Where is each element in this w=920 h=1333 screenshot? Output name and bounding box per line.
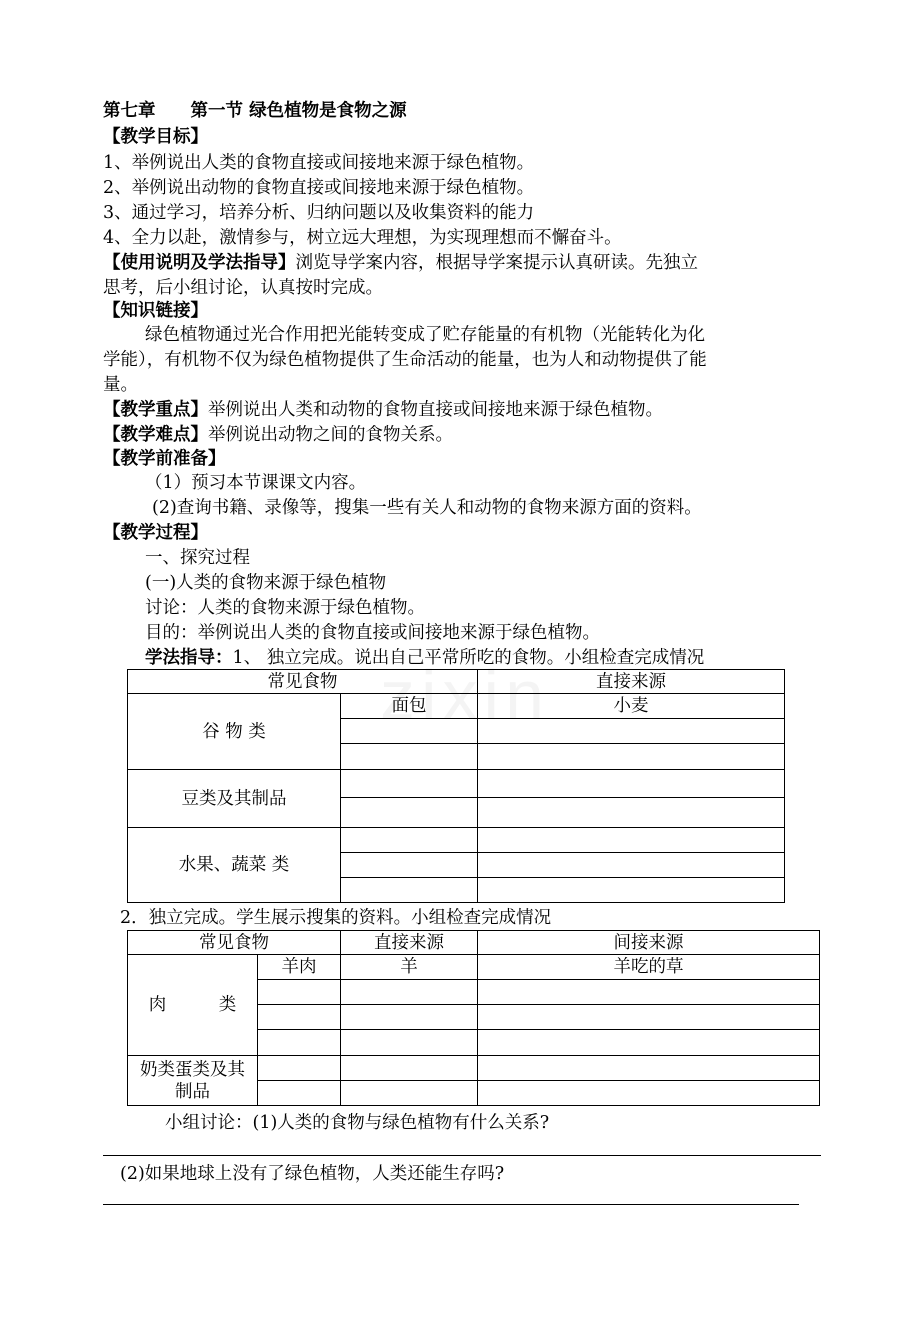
row-group-label: 肉 类 (128, 955, 258, 1056)
discussion-question-2: (2)如果地球上没有了绿色植物，人类还能生存吗? (120, 1164, 505, 1184)
table-cell: 羊肉 (258, 955, 341, 980)
objective-item: 1、举例说出人类的食物直接或间接地来源于绿色植物。 (103, 153, 535, 173)
difficulty-text: 举例说出动物之间的食物关系。 (208, 425, 453, 445)
answer-line (103, 1155, 821, 1156)
answer-line (103, 1204, 799, 1205)
difficulty (103, 422, 453, 448)
preparation-item: （1）预习本节课课文内容。 (145, 473, 367, 493)
table-cell: 羊 (341, 955, 478, 980)
table-header: 直接来源 (478, 670, 785, 694)
row-group-label: 水果、蔬菜 类 (128, 828, 341, 903)
table-cell (478, 980, 820, 1005)
key-point-heading: 【教学重点】 (103, 400, 208, 420)
study-guide-text: 1、 独立完成。说出自己平常所吃的食物。小组检查完成情况 (232, 648, 705, 668)
table-cell: 面包 (341, 694, 478, 719)
table-header: 直接来源 (341, 931, 478, 955)
objective-item: 3、通过学习，培养分析、归纳问题以及收集资料的能力 (103, 203, 535, 223)
table-cell (258, 1030, 341, 1056)
row-group-label: 奶类蛋类及其制品 (128, 1056, 258, 1106)
table-cell: 羊吃的草 (478, 955, 820, 980)
usage-text: 浏览导学案内容，根据导学案提示认真研读。先独立 (295, 253, 698, 273)
table-cell (258, 980, 341, 1005)
meat-dairy-table (127, 930, 820, 1106)
preparation-item: (2)查询书籍、录像等，搜集一些有关人和动物的食物来源方面的资料。 (152, 498, 702, 518)
knowledge-line-1: 绿色植物通过光合作用把光能转变成了贮存能量的有机物（光能转化为化 (145, 325, 705, 345)
usage-line-1 (103, 250, 698, 276)
table-cell (341, 980, 478, 1005)
table-cell (341, 1030, 478, 1056)
table-cell (341, 719, 478, 744)
key-point (103, 397, 663, 423)
table-cell (478, 744, 785, 770)
usage-line-2: 思考，后小组讨论，认真按时完成。 (103, 278, 383, 298)
table-cell (341, 798, 478, 828)
process-line: (一)人类的食物来源于绿色植物 (145, 573, 387, 593)
table-cell (478, 1081, 820, 1106)
table-cell (341, 744, 478, 770)
table-header: 常见食物 (128, 670, 478, 694)
table-cell (478, 770, 785, 798)
usage-heading: 【使用说明及学法指导】 (103, 253, 296, 273)
row-group-label: 豆类及其制品 (128, 770, 341, 828)
objective-item: 4、全力以赴，激情参与，树立远大理想，为实现理想而不懈奋斗。 (103, 228, 622, 248)
process-line: 一、探究过程 (145, 548, 250, 568)
knowledge-line-2: 学能），有机物不仅为绿色植物提供了生命活动的能量，也为人和动物提供了能 (103, 350, 707, 370)
task-2: 2．独立完成。学生展示搜集的资料。小组检查完成情况 (120, 908, 552, 928)
table-cell (341, 828, 478, 853)
table-cell: 小麦 (478, 694, 785, 719)
table-cell (478, 828, 785, 853)
process-heading: 【教学过程】 (103, 523, 208, 543)
table-header: 常见食物 (128, 931, 341, 955)
knowledge-heading: 【知识链接】 (103, 301, 208, 321)
process-line: 讨论：人类的食物来源于绿色植物。 (145, 598, 425, 618)
study-guide (145, 645, 704, 671)
table-cell (478, 1030, 820, 1056)
table-cell (478, 853, 785, 878)
table-cell (341, 770, 478, 798)
knowledge-line-3: 量。 (103, 375, 138, 395)
table-cell (258, 1056, 341, 1081)
table-cell (478, 878, 785, 903)
table-cell (258, 1005, 341, 1030)
table-cell (478, 719, 785, 744)
preparation-heading: 【教学前准备】 (103, 449, 226, 469)
table-cell (341, 878, 478, 903)
table-cell (341, 1005, 478, 1030)
chapter-title: 第七章 第一节 绿色植物是食物之源 (103, 101, 407, 121)
discussion-question-1: 小组讨论：(1)人类的食物与绿色植物有什么关系? (165, 1113, 550, 1133)
row-group-label: 谷 物 类 (128, 694, 341, 770)
food-source-table (127, 669, 785, 903)
table-cell (478, 1056, 820, 1081)
process-line: 目的：举例说出人类的食物直接或间接地来源于绿色植物。 (145, 623, 600, 643)
difficulty-heading: 【教学难点】 (103, 425, 208, 445)
table-cell (341, 1081, 478, 1106)
table-cell (341, 1056, 478, 1081)
objectives-heading: 【教学目标】 (103, 127, 208, 147)
table-cell (341, 853, 478, 878)
table-cell (258, 1081, 341, 1106)
objective-item: 2、举例说出动物的食物直接或间接地来源于绿色植物。 (103, 178, 535, 198)
table-cell (478, 1005, 820, 1030)
key-point-text: 举例说出人类和动物的食物直接或间接地来源于绿色植物。 (208, 400, 663, 420)
table-cell (478, 798, 785, 828)
study-guide-label: 学法指导： (145, 648, 233, 668)
table-header: 间接来源 (478, 931, 820, 955)
